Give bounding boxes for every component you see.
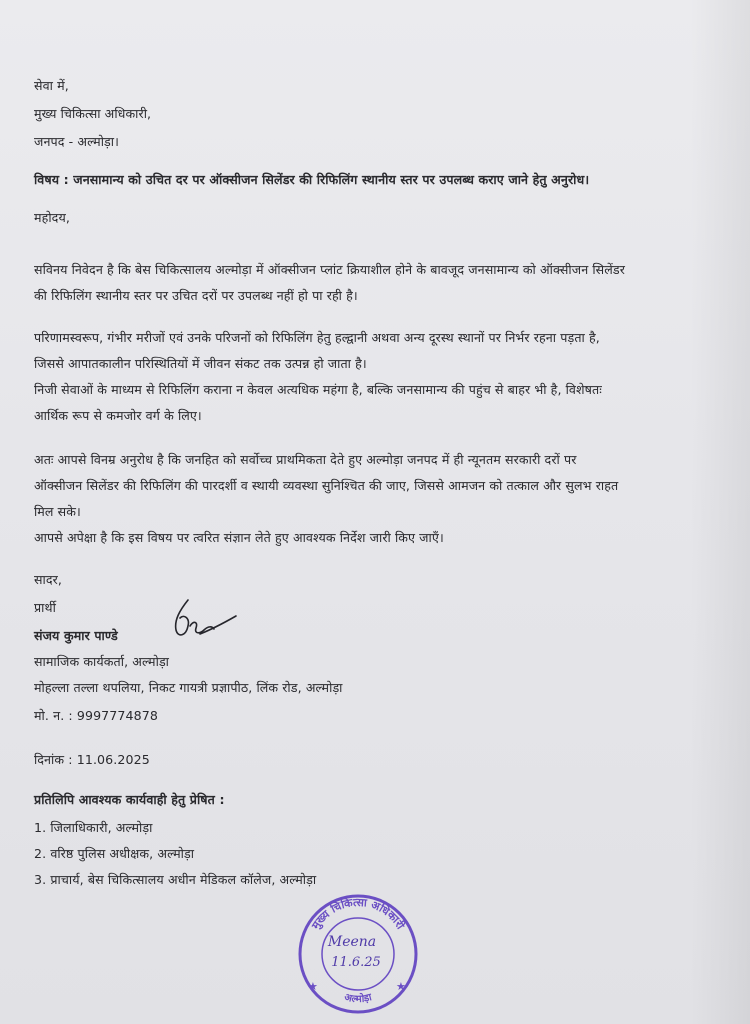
para3-line1: अतः आपसे विनम्र अनुरोध है कि जनहित को सर्वोच्च प्राथमिकता देते हुए अल्मोड़ा जनपद में ही न्यूनतम सरकारी दरों पर [34, 452, 577, 467]
copy-heading: प्रतिलिपि आवश्यक कार्यवाही हेतु प्रेषित : [34, 792, 225, 807]
para3-line4: आपसे अपेक्षा है कि इस विषय पर त्वरित संज्ञान लेते हुए आवश्यक निर्देश जारी किए जाएँ। [34, 530, 444, 545]
stamp-handwritten-date: 11.6.25 [331, 955, 381, 970]
sender-mobile: मो. न. : 9997774878 [34, 708, 158, 723]
para2-line3: निजी सेवाओं के माध्यम से रिफिलिंग कराना न केवल अत्यधिक महंगा है, बल्कि जनसामान्य की पहुंच से बाहर भी है, विशेषतः [34, 382, 602, 397]
sender-name: संजय कुमार पाण्डे [34, 628, 118, 643]
sender-address: मोहल्ला तल्ला थपलिया, निकट गायत्री प्रज्ञापीठ, लिंक रोड, अल्मोड़ा [34, 680, 343, 695]
para2-line4: आर्थिक रूप से कमजोर वर्ग के लिए। [34, 408, 202, 423]
copy-item-2: 2. वरिष्ठ पुलिस अधीक्षक, अल्मोड़ा [34, 846, 195, 861]
recipient-district: जनपद - अल्मोड़ा। [34, 134, 120, 149]
para1-line1: सविनय निवेदन है कि बेस चिकित्सालय अल्मोड़ा में ऑक्सीजन प्लांट क्रियाशील होने के बावजूद जनसामान्य को ऑक्सीजन सिलेंडर [34, 262, 625, 277]
sender-role: सामाजिक कार्यकर्ता, अल्मोड़ा [34, 654, 170, 669]
stamp-top-text: मुख्य चिकित्सा अधिकारी [309, 895, 407, 932]
para2-line1: परिणामस्वरूप, गंभीर मरीजों एवं उनके परिजनों को रिफिलिंग हेतु हल्द्वानी अथवा अन्य दूरस्थ स्थानों पर निर्भर रहना पड़ता है, [34, 330, 600, 345]
stamp-bottom-text: अल्मोड़ा [343, 992, 373, 1006]
subject-line: विषय : जनसामान्य को उचित दर पर ऑक्सीजन सिलेंडर की रिफिलिंग स्थानीय स्तर पर उपलब्ध कराए जाने हेतु अनुरोध। [34, 172, 590, 187]
greeting: महोदय, [34, 210, 70, 225]
stamp-handwritten-name: Meena [327, 934, 377, 950]
para3-line2: ऑक्सीजन सिलेंडर की रिफिलिंग की पारदर्शी व स्थायी व्यवस्था सुनिश्चित की जाए, जिससे आमजन को तत्काल और सुलभ राहत [34, 478, 619, 493]
salutation-to: सेवा में, [34, 78, 69, 93]
applicant-label: प्रार्थी [34, 600, 56, 615]
para2-line2: जिससे आपातकालीन परिस्थितियों में जीवन संकट तक उत्पन्न हो जाता है। [34, 356, 367, 371]
copy-item-3: 3. प्राचार्य, बेस चिकित्सालय अधीन मेडिकल कॉलेज, अल्मोड़ा [34, 872, 317, 887]
para3-line3: मिल सके। [34, 504, 81, 519]
para1-line2: की रिफिलिंग स्थानीय स्तर पर उचित दरों पर उपलब्ध नहीं हो पा रही है। [34, 288, 358, 303]
recipient-title: मुख्य चिकित्सा अधिकारी, [34, 106, 152, 121]
official-stamp [286, 886, 426, 1016]
copy-item-1: 1. जिलाधिकारी, अल्मोड़ा [34, 820, 153, 835]
stamp-star-icon: ★ [308, 980, 318, 993]
signature [160, 596, 240, 646]
stamp-star-icon: ★ [396, 980, 406, 993]
closing: सादर, [34, 572, 63, 587]
date-line: दिनांक : 11.06.2025 [34, 752, 150, 767]
